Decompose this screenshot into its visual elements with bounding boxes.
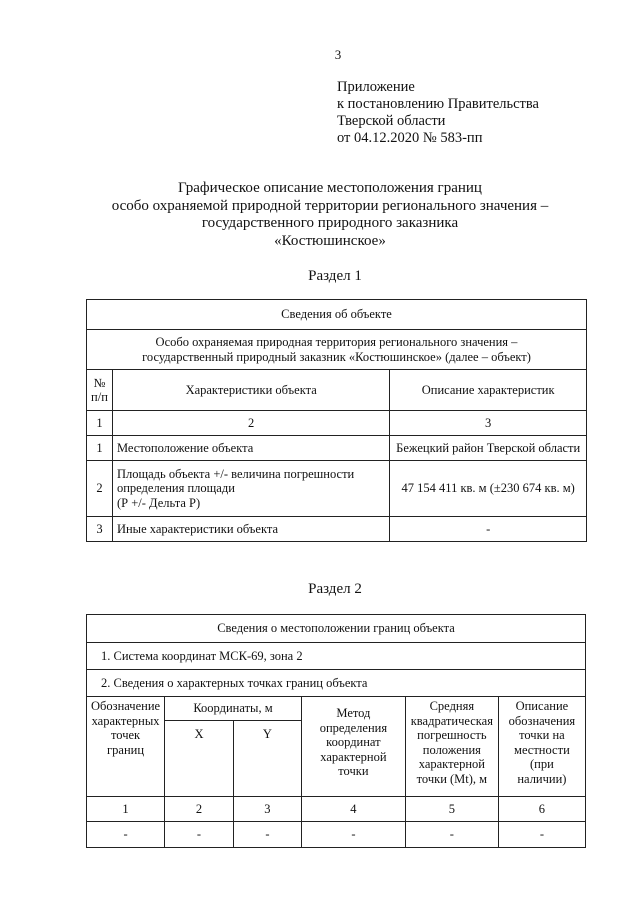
header-coordinates: Координаты, м — [165, 697, 302, 721]
header-designation — [87, 697, 165, 797]
header-description: Описание характеристик — [390, 370, 587, 411]
column-number: 6 — [498, 797, 585, 822]
column-number: 2 — [112, 411, 389, 436]
header-line: точки на — [519, 728, 565, 742]
header-line: определения — [319, 720, 388, 735]
header-line: положения — [422, 742, 481, 757]
header-line: точек — [110, 728, 141, 742]
object-info-table — [86, 299, 587, 542]
section1-heading: Раздел 1 — [308, 268, 362, 284]
header-line: Средняя — [429, 699, 475, 713]
annex-line: от 04.12.2020 № 583-пп — [337, 130, 483, 146]
table-row — [87, 822, 586, 848]
header-characteristics: Характеристики объекта — [112, 370, 389, 411]
object-name-line: государственный природный заказник «Костюшинское» (далее – объект) — [142, 349, 531, 364]
header-line: характерной — [418, 757, 485, 771]
header-x: X — [165, 721, 234, 797]
data-cell: - — [233, 822, 301, 848]
data-cell: - — [405, 822, 498, 848]
table-title: Сведения об объекте — [87, 300, 587, 330]
row-description: 47 154 411 кв. м (±230 674 кв. м) — [390, 461, 587, 517]
data-cell: - — [301, 822, 405, 848]
header-no-line: п/п — [91, 390, 108, 404]
annex-line: Тверской области — [337, 113, 446, 129]
row-description: - — [390, 517, 587, 542]
data-cell: - — [498, 822, 585, 848]
header-y: Y — [233, 721, 301, 797]
row-characteristic-line: Площадь объекта +/- величина погрешности — [116, 466, 355, 481]
data-cell: - — [87, 822, 165, 848]
annex-line: к постановлению Правительства — [337, 96, 539, 112]
table-row — [87, 517, 587, 542]
row-characteristic — [112, 461, 389, 517]
object-name-line: Особо охраняемая природная территория регионального значения – — [155, 335, 518, 349]
table-row — [87, 461, 587, 517]
header-description — [498, 697, 585, 797]
section2-heading: Раздел 2 — [308, 581, 362, 597]
title-line: особо охраняемой природной территории регионального значения – — [111, 197, 549, 214]
row-characteristic: Иные характеристики объекта — [112, 517, 389, 542]
header-line: характерных — [91, 713, 160, 728]
title-line: «Костюшинское» — [274, 232, 386, 249]
page-number: 3 — [334, 47, 342, 62]
header-line: наличии) — [517, 771, 567, 786]
header-line: характерной точки — [320, 749, 387, 778]
header-error — [405, 697, 498, 797]
title-line: государственного природного заказника — [201, 215, 459, 231]
points-title: 2. Сведения о характерных точках границ объекта — [87, 670, 586, 697]
column-number: 3 — [390, 411, 587, 436]
column-number: 1 — [87, 411, 113, 436]
table-row — [87, 436, 587, 461]
boundary-points-table — [86, 614, 586, 848]
header-line: погрешность — [417, 728, 487, 742]
header-line: местности — [514, 742, 570, 757]
object-name-cell — [87, 330, 587, 370]
annex-line: Приложение — [337, 79, 415, 95]
header-line: точки (Mt), м — [416, 771, 488, 786]
row-number: 3 — [87, 517, 113, 542]
annex-block — [337, 79, 539, 147]
row-number: 1 — [87, 436, 113, 461]
row-characteristic-line: определения площади — [116, 481, 235, 496]
column-number: 1 — [87, 797, 165, 822]
header-line: обозначения — [508, 713, 576, 728]
header-method — [301, 697, 405, 797]
column-number: 3 — [233, 797, 301, 822]
column-number: 2 — [165, 797, 234, 822]
header-line: Метод — [336, 706, 371, 720]
header-line: Обозначение — [91, 699, 161, 713]
header-line: координат — [326, 735, 381, 749]
row-characteristic-line: (Р +/- Дельта Р) — [116, 495, 201, 510]
document-title — [60, 180, 600, 250]
header-line: Описание — [515, 699, 569, 713]
header-no-line: № — [93, 375, 106, 390]
column-number: 4 — [301, 797, 405, 822]
header-line: (при — [530, 757, 554, 771]
header-no — [87, 370, 113, 411]
column-number: 5 — [405, 797, 498, 822]
table-title: Сведения о местоположении границ объекта — [87, 615, 586, 643]
row-characteristic: Местоположение объекта — [112, 436, 389, 461]
row-number: 2 — [87, 461, 113, 517]
title-line: Графическое описание местоположения границ — [178, 180, 482, 196]
row-description: Бежецкий район Тверской области — [390, 436, 587, 461]
data-cell: - — [165, 822, 234, 848]
coordinate-system: 1. Система координат МСК-69, зона 2 — [87, 643, 586, 670]
header-line: границ — [107, 742, 145, 757]
header-line: квадратическая — [410, 713, 493, 728]
